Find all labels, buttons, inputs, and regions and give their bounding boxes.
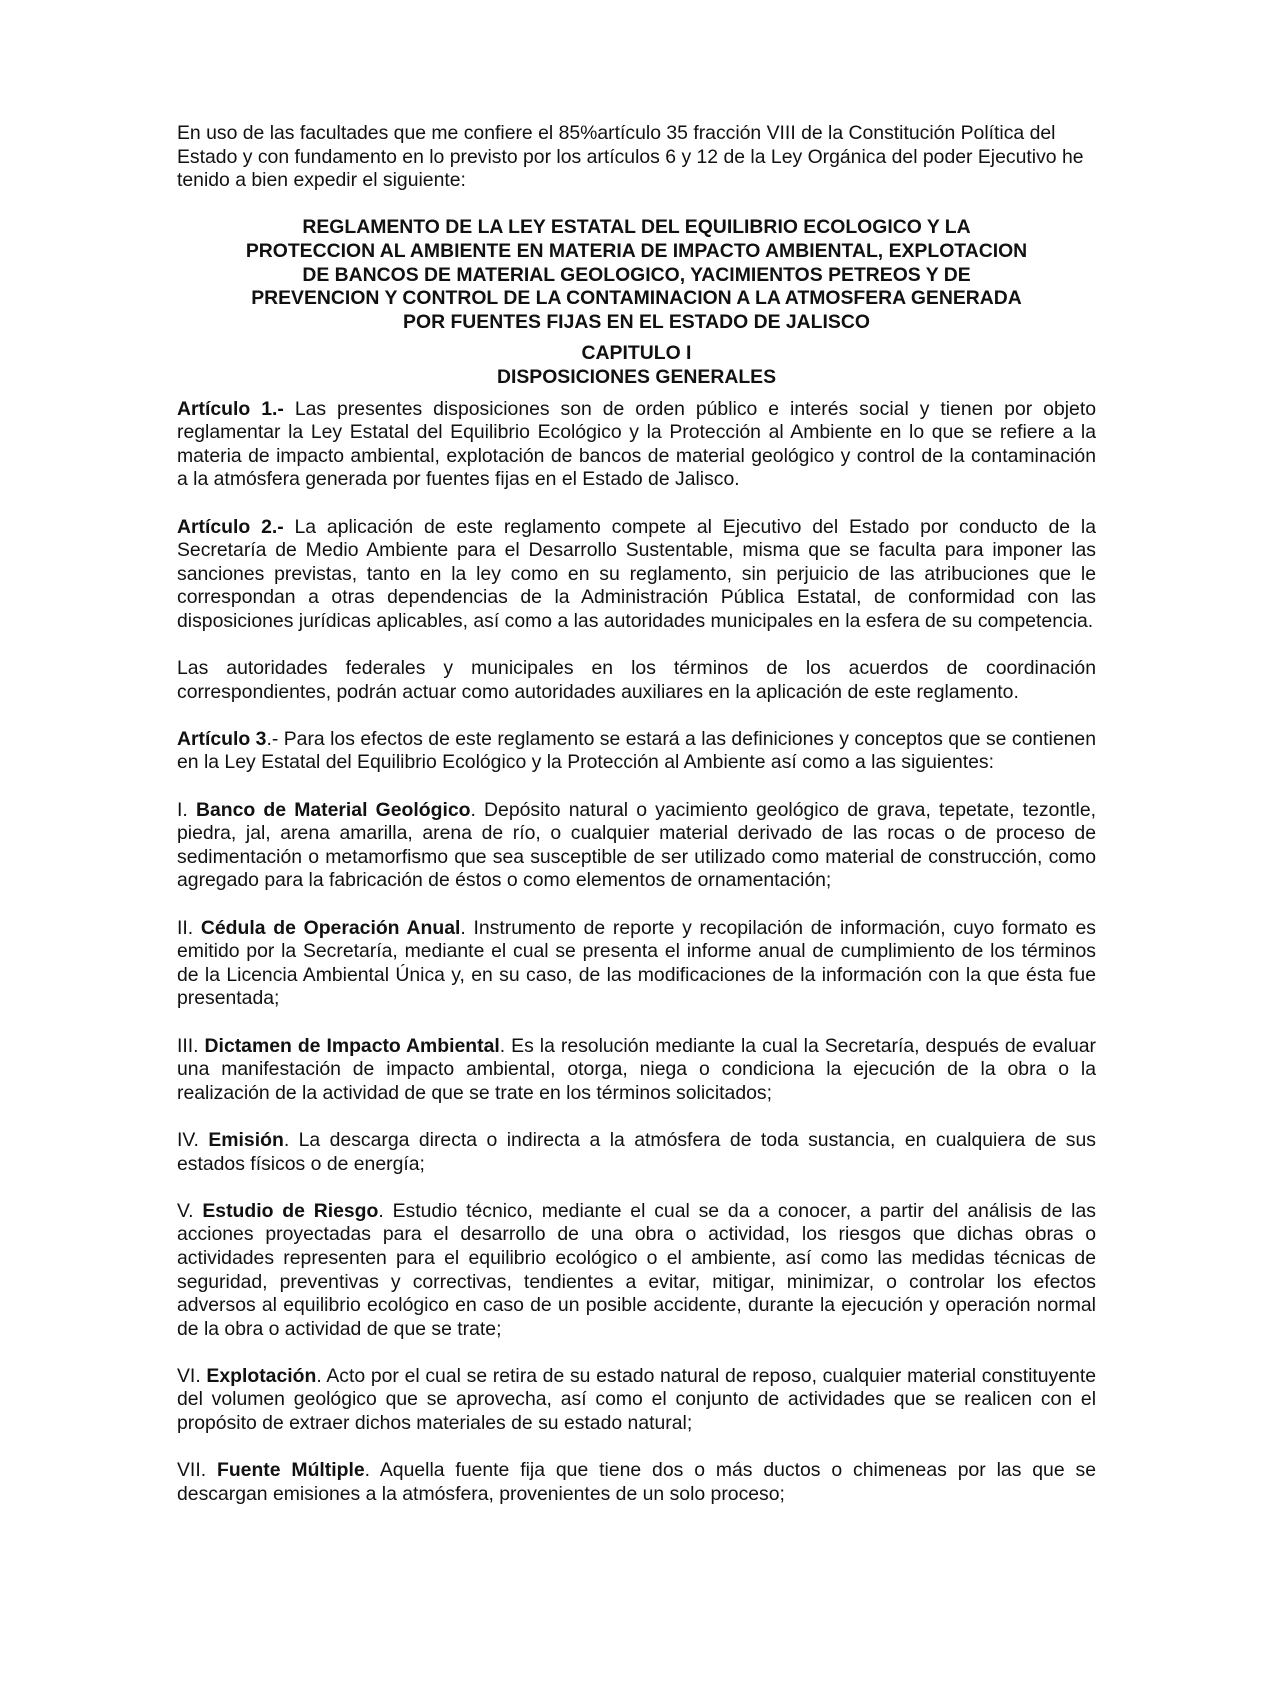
- chapter-number: CAPITULO I: [581, 342, 692, 365]
- article-2: [177, 516, 1096, 634]
- article-3-text: .- Para los efectos de este reglamento se estará a las definiciones y conceptos que se contienen en la Ley Estatal del Equilibrio Ecológico y la Protección al Ambiente así como a las siguientes:: [177, 727, 1096, 774]
- definition-term: Banco de Material Geológico: [195, 798, 471, 821]
- definition-numeral: II.: [177, 916, 201, 939]
- definition-numeral: III.: [177, 1034, 205, 1057]
- definition-item: [177, 1129, 1096, 1176]
- definition-text: . Aquella fuente fija que tiene dos o más ductos o chimeneas por las que se descargan emisiones a la atmósfera, provenientes de un solo proceso;: [177, 1459, 1096, 1505]
- definition-term: Explotación: [206, 1364, 317, 1387]
- definition-item: [177, 799, 1096, 893]
- regulation-title: [177, 216, 1096, 334]
- definition-text: . La descarga directa o indirecta a la atmósfera de toda sustancia, en cualquiera de sus estados físicos o de energía;: [177, 1128, 1096, 1175]
- definition-term: Fuente Múltiple: [216, 1459, 365, 1482]
- article-2-text: La aplicación de este reglamento compete al Ejecutivo del Estado por conducto de la Secretaría de Medio Ambiente para el Desarrollo Sustentable, misma que se faculta para imponer las sanciones previstas, tanto en la ley como en su reglamento, sin perjuicio de las atribuciones que le correspondan a otras dependencias de la Administración Pública Estatal, de conformidad con las disposiciones jurídicas aplicables, así como a las autoridades municipales en la esfera de su competencia.: [177, 515, 1096, 632]
- definition-text: . Estudio técnico, mediante el cual se da a conocer, a partir del análisis de las acciones proyectadas para el desarrollo de una obra o actividad, los riesgos que dichas obras o actividades representen para el equilibrio ecológico o el ambiente, así como las medidas técnicas de seguridad, preventivas y correctivas, tendientes a evitar, mitigar, minimizar, o controlar los efectos adversos al equilibrio ecológico en caso de un posible accidente, durante la ejecución y operación normal de la obra o actividad de que se trate;: [177, 1199, 1096, 1340]
- article-1: [177, 398, 1096, 492]
- definition-text: . Es la resolución mediante la cual la Secretaría, después de evaluar una manifestación de impacto ambiental, otorga, niega o condiciona la ejecución de la obra o la realización de la actividad de que se trate en los términos solicitados;: [177, 1034, 1097, 1104]
- article-3-label: Artículo 3: [177, 727, 267, 750]
- title-line: PROTECCION AL AMBIENTE EN MATERIA DE IMPACTO AMBIENTAL, EXPLOTACION: [245, 239, 1028, 262]
- definition-item: [177, 1035, 1096, 1106]
- definition-text: . Depósito natural o yacimiento geológico de grava, tepetate, tezontle, piedra, jal, arena amarilla, arena de río, o cualquier material derivado de las rocas o de proceso de sedimentación o metamorfismo que sea susceptible de ser utilizado como material de construcción, como agregado para la fabricación de éstos o como elementos de ornamentación;: [177, 798, 1096, 892]
- definition-text: . Acto por el cual se retira de su estado natural de reposo, cualquier material constituyente del volumen geológico que se aprovecha, así como el conjunto de actividades que se realicen con el propósito de extraer dichos materiales de su estado natural;: [177, 1364, 1096, 1435]
- document-page: [177, 122, 1096, 1530]
- definition-numeral: VII.: [177, 1459, 217, 1482]
- definition-text: . Instrumento de reporte y recopilación de información, cuyo formato es emitido por la Secretaría, mediante el cual se presenta el informe anual de cumplimiento de los términos de la Licencia Ambiental Única y, en su caso, de las modificaciones de la información con la que ésta fue presentada;: [177, 916, 1096, 1010]
- definition-numeral: V.: [177, 1199, 203, 1222]
- title-line: POR FUENTES FIJAS EN EL ESTADO DE JALISCO: [403, 310, 870, 333]
- article-2-paragraph-2: Las autoridades federales y municipales en los términos de los acuerdos de coordinación correspondientes, podrán actuar como autoridades auxiliares en la aplicación de este reglamento.: [177, 657, 1096, 703]
- definition-item: [177, 917, 1096, 1011]
- definition-term: Emisión: [208, 1128, 284, 1151]
- article-1-text: Las presentes disposiciones son de orden público e interés social y tienen por objeto reglamentar la Ley Estatal del Equilibrio Ecológico y la Protección al Ambiente en lo que se refiere a la materia de impacto ambiental, explotación de bancos de material geológico y control de la contaminación a la atmósfera generada por fuentes fijas en el Estado de Jalisco.: [177, 397, 1096, 491]
- article-2-label: Artículo 2.-: [177, 515, 284, 538]
- definition-term: Dictamen de Impacto Ambiental: [204, 1034, 500, 1057]
- title-line: PREVENCION Y CONTROL DE LA CONTAMINACION A LA ATMOSFERA GENERADA: [251, 287, 1022, 310]
- definition-numeral: VI.: [177, 1364, 207, 1387]
- article-3: [177, 728, 1096, 775]
- article-1-label: Artículo 1.-: [177, 397, 284, 420]
- definition-item: [177, 1459, 1096, 1506]
- definition-term: Cédula de Operación Anual: [200, 916, 461, 939]
- chapter-heading: [177, 342, 1096, 389]
- definition-numeral: I.: [177, 798, 196, 821]
- definition-numeral: IV.: [177, 1128, 209, 1151]
- definition-term: Estudio de Riesgo: [202, 1199, 379, 1222]
- title-line: REGLAMENTO DE LA LEY ESTATAL DEL EQUILIBRIO ECOLOGICO Y LA: [302, 216, 971, 239]
- title-line: DE BANCOS DE MATERIAL GEOLOGICO, YACIMIENTOS PETREOS Y DE: [302, 263, 971, 286]
- definition-item: [177, 1365, 1096, 1436]
- intro-paragraph: En uso de las facultades que me confiere el 85%artículo 35 fracción VIII de la Constitución Política del Estado y con fundamento en lo previsto por los artículos 6 y 12 de la Ley Orgánica del poder Ejecutivo he tenido a bien expedir el siguiente:: [177, 122, 1084, 192]
- definition-item: [177, 1200, 1096, 1342]
- chapter-name: DISPOSICIONES GENERALES: [496, 365, 777, 388]
